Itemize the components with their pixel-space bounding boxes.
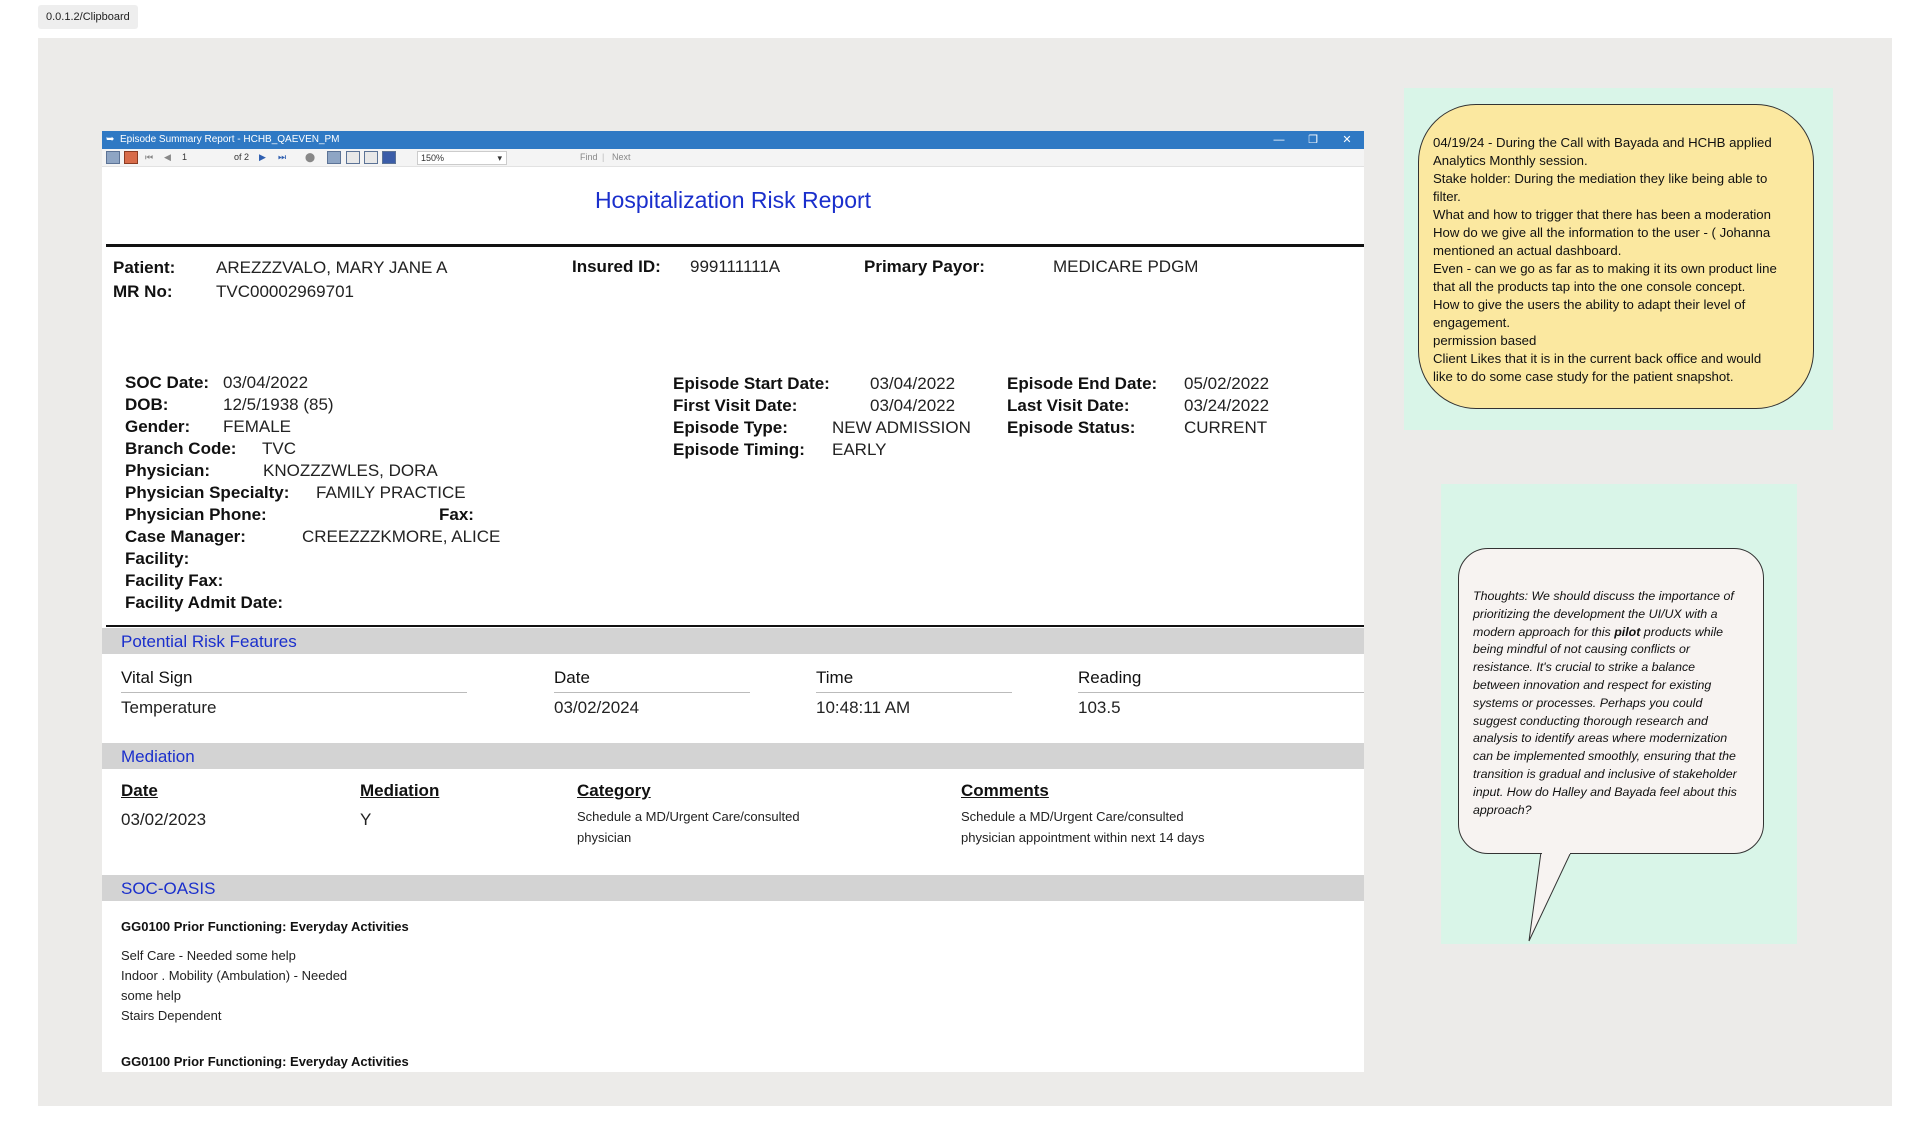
fax-label: Fax: — [439, 505, 474, 524]
episode-start-date-value: 03/04/2022 — [870, 374, 956, 393]
note-line: like to do some case study for the patient snapshot. — [1433, 369, 1734, 384]
window-title: Episode Summary Report - HCHB_QAEVEN_PM — [120, 134, 340, 145]
thoughts-text: Thoughts: We should discuss the importance of prioritizing the development the UI/UX with a modern approach for this pilot products while being mindful of not causing conflicts or resistance. It's crucial to strike a balance between innovation and respect for existing systems or processes. Perhaps you could suggest conducting thorough research and analysis to identify areas where modernization can be implemented smoothly, ensuring that the transition is gradual and inclusive of stakeholder input. How do Halley and Bayada feel about this approach? — [1473, 589, 1737, 817]
case-manager-value: CREEZZZKMORE, ALICE — [302, 527, 501, 546]
mediation-col-date: Date — [121, 781, 158, 800]
report-content — [102, 167, 1364, 1072]
header-divider — [106, 244, 1364, 247]
physician-phone-label: Physician Phone: — [125, 505, 267, 524]
first-page-icon[interactable]: ⏮ — [145, 152, 154, 162]
mediation-section-header — [102, 743, 1364, 769]
next-page-icon[interactable]: ▶ — [259, 152, 266, 162]
sticky-note-meeting[interactable] — [1404, 88, 1833, 430]
note-line: How do we give all the information to the user - ( Johanna — [1433, 225, 1771, 240]
oasis-heading-1: GG0100 Prior Functioning: Everyday Activities — [121, 919, 409, 934]
facility-admit-date-label: Facility Admit Date: — [125, 593, 284, 612]
physician-specialty-label: Physician Specialty: — [125, 483, 290, 502]
risk-section-header — [102, 628, 1364, 654]
episode-type-label: Episode Type: — [673, 418, 788, 437]
mediation-date: 03/02/2023 — [121, 810, 207, 829]
episode-status-value: CURRENT — [1184, 418, 1268, 437]
risk-col-time: Time — [816, 668, 1012, 693]
soc-date-value: 03/04/2022 — [223, 373, 309, 392]
dob-value: 12/5/1938 (85) — [223, 395, 334, 414]
page-setup-icon[interactable] — [346, 149, 360, 166]
first-visit-date-value: 03/04/2022 — [870, 396, 956, 415]
mediation-col-mediation: Mediation — [360, 781, 440, 800]
mediation-comments-line2: physician appointment within next 14 days — [961, 830, 1205, 845]
note-line: Even - can we go as far as to making it its own product line — [1433, 261, 1777, 276]
branch-code-label: Branch Code: — [125, 439, 237, 458]
thoughts-emphasis: pilot — [1614, 624, 1641, 639]
oasis-line-3: some help — [121, 988, 181, 1003]
note-line: engagement. — [1433, 315, 1510, 330]
window-titlebar[interactable] — [102, 131, 1364, 149]
patient-value: AREZZZVALO, MARY JANE A — [216, 258, 448, 277]
case-manager-label: Case Manager: — [125, 527, 246, 546]
episode-type-value: NEW ADMISSION — [832, 418, 971, 437]
report-window — [102, 131, 1364, 1072]
insured-id-label: Insured ID: — [572, 257, 661, 276]
meeting-notes-bubble — [1418, 104, 1814, 409]
page-number-input[interactable]: 1 — [182, 152, 188, 162]
note-line: mentioned an actual dashboard. — [1433, 243, 1622, 258]
mr-no-label: MR No: — [113, 282, 173, 301]
note-line: Stake holder: During the mediation they like being able to — [1433, 171, 1768, 186]
episode-start-date-label: Episode Start Date: — [673, 374, 830, 393]
facility-label: Facility: — [125, 549, 190, 568]
primary-payor-label: Primary Payor: — [864, 257, 985, 276]
find-link[interactable]: Find — [580, 152, 598, 162]
risk-date: 03/02/2024 — [554, 698, 640, 717]
note-line: that all the products tap into the one console concept. — [1433, 279, 1746, 294]
printer-icon[interactable] — [327, 149, 341, 166]
mediation-section-title: Mediation — [121, 747, 195, 766]
episode-timing-label: Episode Timing: — [673, 440, 805, 459]
mediation-category-line1: Schedule a MD/Urgent Care/consulted — [577, 809, 800, 824]
close-icon[interactable]: ✕ — [1342, 134, 1352, 146]
export-icon[interactable] — [382, 149, 396, 166]
note-line: filter. — [1433, 189, 1461, 204]
risk-col-reading: Reading — [1078, 668, 1364, 693]
primary-payor-value: MEDICARE PDGM — [1053, 257, 1199, 276]
note-line: How to give the users the ability to adapt their level of — [1433, 297, 1746, 312]
toolbar-separator: | — [602, 152, 605, 162]
mediation-comments-line1: Schedule a MD/Urgent Care/consulted — [961, 809, 1184, 824]
report-toolbar — [102, 149, 1364, 167]
chevron-down-icon: ▾ — [497, 153, 502, 163]
mediation-col-category: Category — [577, 781, 651, 800]
mediation-col-comments: Comments — [961, 781, 1049, 800]
oasis-section-title: SOC-OASIS — [121, 879, 216, 898]
previous-page-icon[interactable]: ◀ — [164, 152, 171, 162]
risk-col-vital-sign: Vital Sign — [121, 668, 467, 693]
note-line: permission based — [1433, 333, 1537, 348]
oasis-line-2: Indoor . Mobility (Ambulation) - Needed — [121, 968, 348, 983]
oasis-section-header — [102, 875, 1364, 901]
note-line: 04/19/24 - During the Call with Bayada and HCHB applied — [1433, 135, 1772, 150]
risk-section-title: Potential Risk Features — [121, 632, 297, 651]
speech-bubble-tail-cover — [1441, 484, 1797, 944]
report-title: Hospitalization Risk Report — [594, 187, 872, 213]
zoom-select[interactable]: 150% ▾ — [417, 151, 507, 165]
sticky-note-thoughts[interactable] — [1441, 484, 1797, 944]
mediation-category-line2: physician — [577, 830, 632, 845]
physician-specialty-value: FAMILY PRACTICE — [316, 483, 466, 502]
episode-end-date-label: Episode End Date: — [1007, 374, 1158, 393]
episode-end-date-value: 05/02/2022 — [1184, 374, 1270, 393]
page-total: of 2 — [234, 152, 250, 162]
oasis-heading-2: GG0100 Prior Functioning: Everyday Activities — [121, 1054, 409, 1069]
print-icon[interactable] — [106, 149, 120, 166]
oasis-line-1: Self Care - Needed some help — [121, 948, 296, 963]
mr-no-value: TVC00002969701 — [216, 282, 355, 301]
soc-date-label: SOC Date: — [125, 373, 210, 392]
details-divider — [106, 625, 1364, 627]
physician-label: Physician: — [125, 461, 211, 480]
stop-icon[interactable]: ⬤ — [305, 152, 316, 162]
facility-fax-label: Facility Fax: — [125, 571, 224, 590]
note-line: Client Likes that it is in the current back office and would — [1433, 351, 1762, 366]
note-line: What and how to trigger that there has been a moderation — [1433, 207, 1771, 222]
physician-value: KNOZZZWLES, DORA — [263, 461, 438, 480]
first-visit-date-label: First Visit Date: — [673, 396, 798, 415]
branch-code-value: TVC — [262, 439, 296, 458]
last-visit-date-label: Last Visit Date: — [1007, 396, 1130, 415]
risk-time: 10:48:11 AM — [816, 698, 911, 717]
next-link[interactable]: Next — [612, 152, 631, 162]
episode-status-label: Episode Status: — [1007, 418, 1136, 437]
risk-vital-sign: Temperature — [121, 698, 217, 717]
oasis-line-4: Stairs Dependent — [121, 1008, 222, 1023]
minimize-icon[interactable]: — — [1273, 134, 1285, 146]
episode-timing-value: EARLY — [832, 440, 887, 459]
note-line: Analytics Monthly session. — [1433, 153, 1588, 168]
gender-value: FEMALE — [223, 417, 292, 436]
insured-id-value: 999111111A — [690, 257, 781, 276]
patient-label: Patient: — [113, 258, 176, 277]
risk-reading: 103.5 — [1078, 698, 1121, 717]
frame-label: 0.0.1.2/Clipboard — [38, 5, 138, 29]
restore-icon[interactable]: ❐ — [1308, 134, 1318, 146]
layout-icon[interactable] — [364, 149, 378, 166]
app-icon: ➥ — [106, 134, 115, 145]
last-visit-date-value: 03/24/2022 — [1184, 396, 1270, 415]
last-page-icon[interactable]: ⏭ — [278, 152, 287, 162]
mediation-value: Y — [360, 810, 372, 829]
gender-label: Gender: — [125, 417, 191, 436]
risk-col-date: Date — [554, 668, 750, 693]
dob-label: DOB: — [125, 395, 169, 414]
print-layout-icon[interactable] — [124, 149, 138, 166]
